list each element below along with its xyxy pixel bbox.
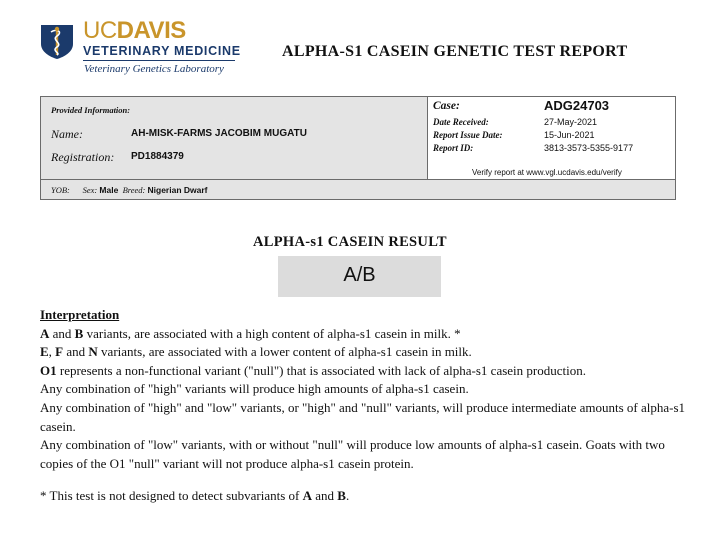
interpretation-line-1: A and B variants, are associated with a high content of alpha-s1 casein in milk. * [40,325,461,341]
logo-ucdavis: UCDAVIS [83,17,186,44]
name-label: Name: [51,127,83,141]
interpretation-line-6: Any combination of "low" variants, with or without "null" will produce low amounts of alpha-s1 casein. Goats with two copies of the O1 "null" variant will not produce alpha-s1 casein protein. [40,437,665,471]
result-value: A/B [343,264,376,286]
info-divider [427,97,428,179]
logo-lab-name: Veterinary Genetics Laboratory [84,63,224,75]
registration-label: Registration: [51,150,115,164]
footnote: * This test is not designed to detect subvariants of A and B. [40,488,350,503]
issue-date-label: Report Issue Date: [433,130,503,140]
yob-sex-breed-row [51,185,208,196]
provided-info-label: Provided Information: [51,105,131,115]
interpretation-line-2: E, F and N variants, are associated with a lower content of alpha-s1 casein in milk. [40,344,472,360]
date-received-value: 27-May-2021 [544,117,598,127]
logo-divider [83,60,235,61]
sex-value: Male [99,185,119,195]
interpretation-heading: Interpretation [40,307,120,322]
verify-link[interactable]: Verify report at www.vgl.ucdavis.edu/verify [472,168,622,177]
case-label: Case: [433,100,460,112]
report-id-value: 3813-3573-5355-9177 [544,143,634,153]
interpretation-line-3: O1 represents a non-functional variant ("null") that is associated with lack of alpha-s1 casein production. [40,362,586,378]
name-value: AH-MISK-FARMS JACOBIM MUGATU [131,128,307,139]
sex-label: Sex: [82,185,98,195]
report-title: ALPHA-S1 CASEIN GENETIC TEST REPORT [282,43,628,60]
interpretation-line-4: Any combination of "high" variants will produce high amounts of alpha-s1 casein. [40,381,469,397]
breed-value: Nigerian Dwarf [147,185,208,195]
interpretation-section [40,306,690,473]
ucdavis-shield-icon [40,24,74,60]
case-value: ADG24703 [544,98,610,113]
date-received-label: Date Received: [433,117,489,127]
registration-value: PD1884379 [131,151,184,162]
interpretation-line-5: Any combination of "high" and "low" variants, or "high" and "null" variants, will produce intermediate amounts of alpha-s1 casein. [40,399,686,434]
breed-label: Breed: [122,185,146,195]
issue-date-value: 15-Jun-2021 [544,130,595,140]
result-title: ALPHA-s1 CASEIN RESULT [253,234,447,250]
yob-label: YOB: [51,185,70,195]
logo-veterinary-medicine: VETERINARY MEDICINE [83,44,241,58]
report-id-label: Report ID: [433,143,474,153]
